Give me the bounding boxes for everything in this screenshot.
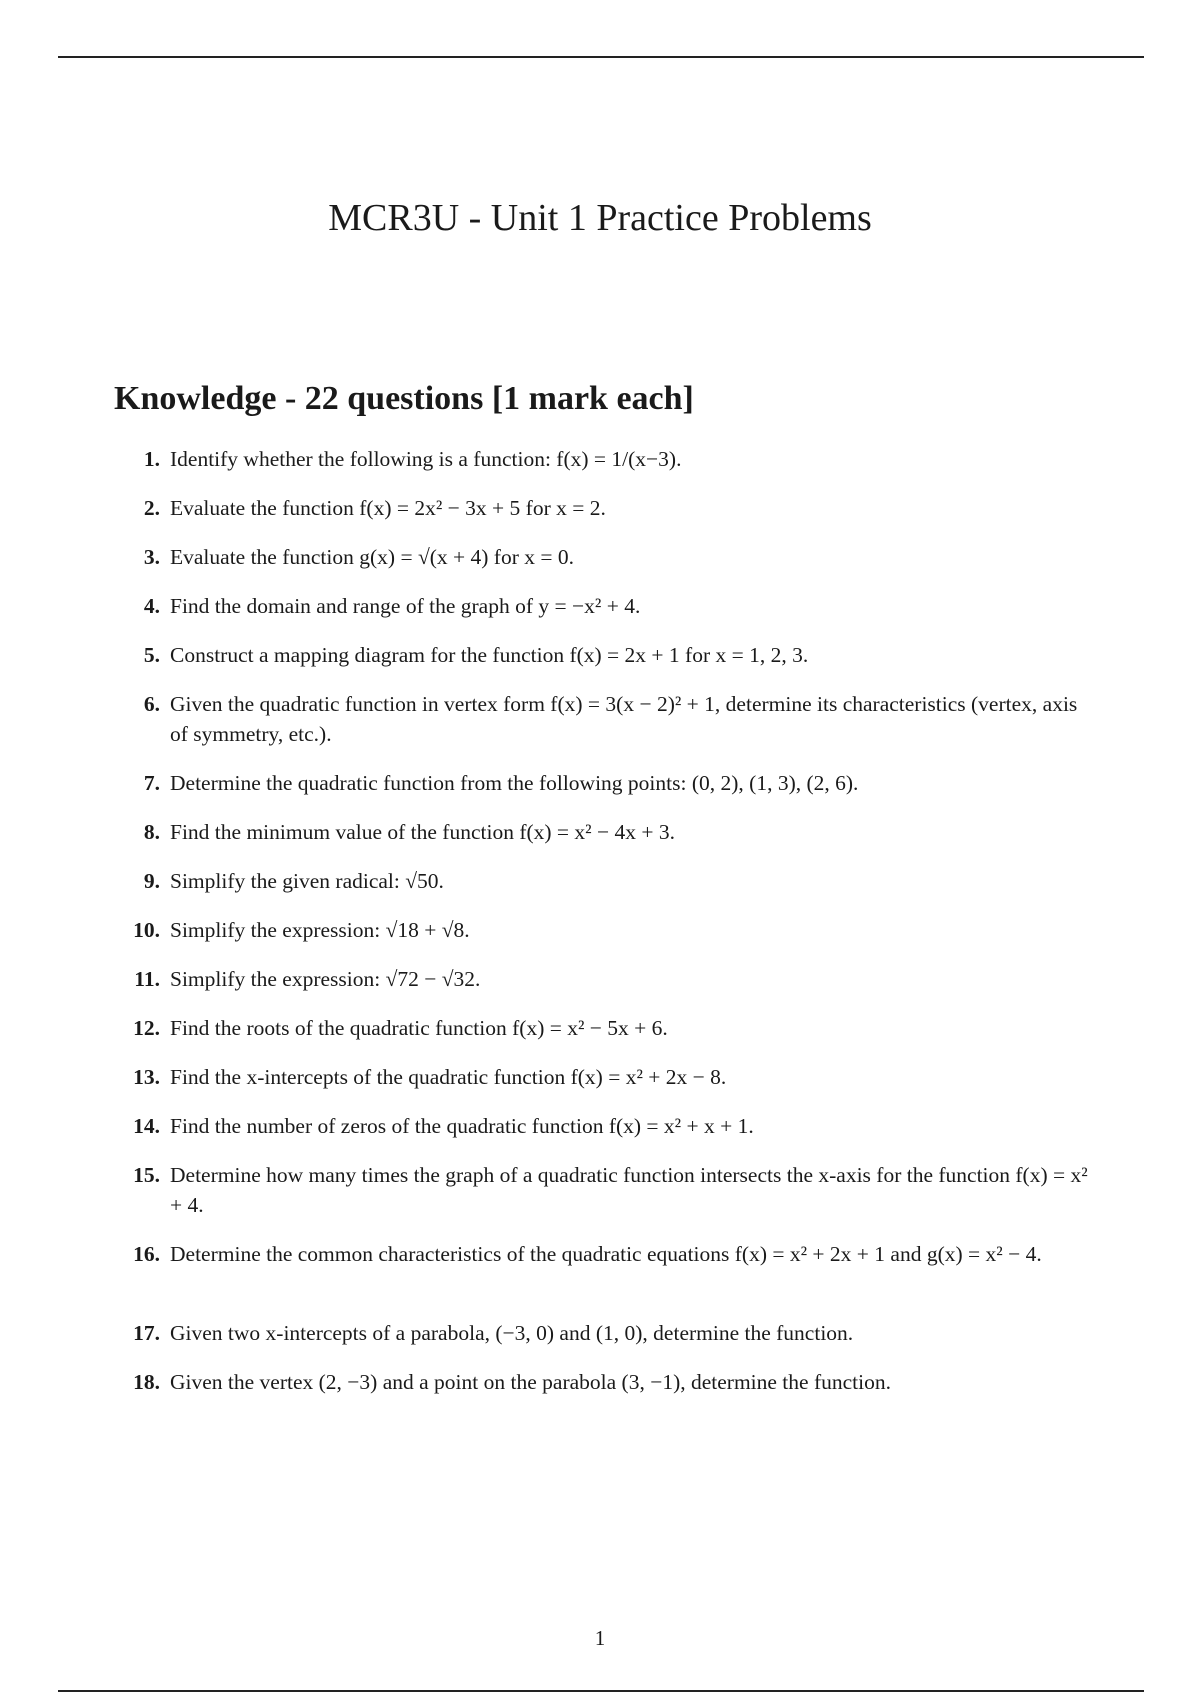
question-item-11 (114, 964, 1094, 1013)
question-item-18 (114, 1367, 1094, 1416)
question-text: Find the minimum value of the function f(x) = x² − 4x + 3. (170, 820, 675, 844)
question-number: 18. (133, 1370, 160, 1394)
question-item-14 (114, 1111, 1094, 1160)
page-number: 1 (594, 1626, 606, 1650)
question-text: Evaluate the function f(x) = 2x² − 3x + 5 for x = 2. (170, 496, 606, 520)
question-item-1 (114, 444, 1094, 493)
question-text: Evaluate the function g(x) = √(x + 4) for x = 0. (170, 545, 575, 569)
question-text: Determine how many times the graph of a quadratic function intersects the x-axis for the function f(x) = x² + 4. (170, 1163, 1088, 1217)
question-number: 10. (133, 918, 160, 942)
question-list (114, 444, 1094, 1416)
question-text: Given the quadratic function in vertex form f(x) = 3(x − 2)² + 1, determine its characteristics (vertex, axis of symmetry, etc.). (170, 692, 1078, 746)
question-number: 8. (143, 820, 160, 844)
question-item-13 (114, 1062, 1094, 1111)
question-number: 1. (143, 447, 160, 471)
question-number: 4. (143, 594, 160, 618)
question-text: Determine the common characteristics of the quadratic equations f(x) = x² + 2x + 1 and g(x) = x² − 4. (170, 1242, 1042, 1266)
question-text: Construct a mapping diagram for the function f(x) = 2x + 1 for x = 1, 2, 3. (170, 643, 809, 667)
question-number: 11. (134, 967, 160, 991)
question-text: Identify whether the following is a function: f(x) = 1/(x−3). (170, 447, 682, 471)
footer-rule (58, 1690, 1144, 1692)
question-number: 15. (133, 1163, 160, 1187)
question-number: 6. (143, 692, 160, 716)
question-item-10 (114, 915, 1094, 964)
question-item-7 (114, 768, 1094, 817)
document-title: MCR3U - Unit 1 Practice Problems (328, 197, 872, 239)
question-number: 13. (133, 1065, 160, 1089)
question-number: 7. (143, 771, 160, 795)
question-item-16 (114, 1239, 1094, 1318)
question-text: Simplify the expression: √72 − √32. (170, 967, 481, 991)
question-number: 12. (133, 1016, 160, 1040)
question-number: 5. (143, 643, 160, 667)
question-number: 16. (133, 1242, 160, 1266)
question-item-9 (114, 866, 1094, 915)
question-item-5 (114, 640, 1094, 689)
question-number: 14. (133, 1114, 160, 1138)
question-item-4 (114, 591, 1094, 640)
question-number: 2. (143, 496, 160, 520)
question-text: Find the x-intercepts of the quadratic function f(x) = x² + 2x − 8. (170, 1065, 727, 1089)
question-item-15 (114, 1160, 1094, 1239)
question-item-8 (114, 817, 1094, 866)
question-text: Simplify the expression: √18 + √8. (170, 918, 470, 942)
question-number: 9. (143, 869, 160, 893)
question-item-17 (114, 1318, 1094, 1367)
header-rule (58, 56, 1144, 58)
question-number: 17. (133, 1321, 160, 1345)
question-text: Find the number of zeros of the quadratic function f(x) = x² + x + 1. (170, 1114, 754, 1138)
question-item-12 (114, 1013, 1094, 1062)
question-item-6 (114, 689, 1094, 768)
question-text: Determine the quadratic function from the following points: (0, 2), (1, 3), (2, 6). (170, 771, 859, 795)
question-item-2 (114, 493, 1094, 542)
question-text: Given two x-intercepts of a parabola, (−3, 0) and (1, 0), determine the function. (170, 1321, 854, 1345)
question-text: Simplify the given radical: √50. (170, 869, 444, 893)
question-text: Find the roots of the quadratic function f(x) = x² − 5x + 6. (170, 1016, 668, 1040)
question-item-3 (114, 542, 1094, 591)
question-number: 3. (143, 545, 160, 569)
question-text: Find the domain and range of the graph of y = −x² + 4. (170, 594, 641, 618)
question-text: Given the vertex (2, −3) and a point on the parabola (3, −1), determine the function. (170, 1370, 891, 1394)
section-heading: Knowledge - 22 questions [1 mark each] (114, 380, 694, 417)
